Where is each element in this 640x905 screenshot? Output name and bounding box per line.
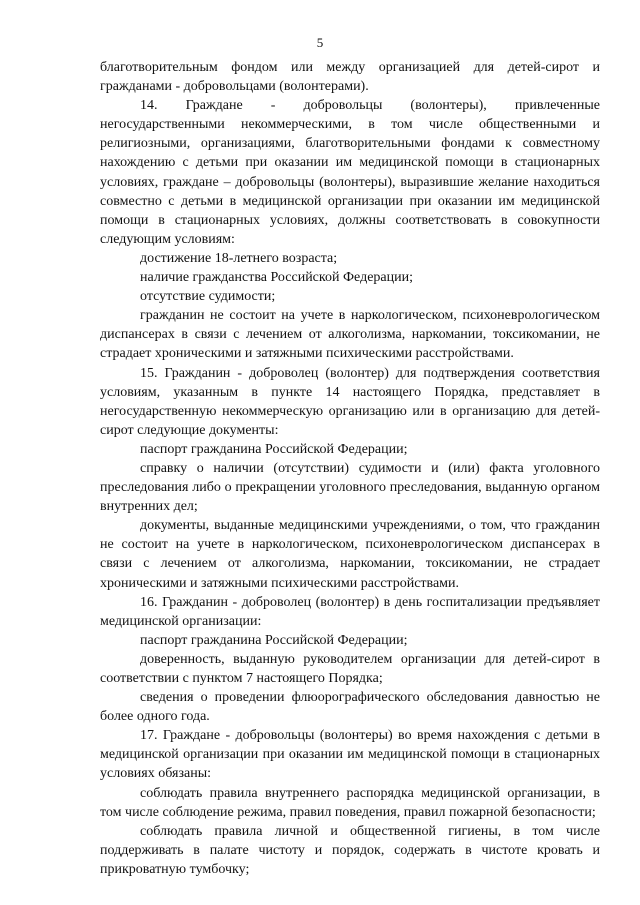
paragraph: сведения о проведении флюорографического обследования давностью не более одного года.	[100, 690, 600, 725]
paragraph: соблюдать правила личной и общественной гигиены, в том числе поддерживать в палате чистоту и порядок, содержать в чистоте кровать и прикроватную тумбочку;	[100, 823, 600, 877]
paragraph: справку о наличии (отсутствии) судимости и (или) факта уголовного преследования либо о прекращении уголовного преследования, выданную органом внутренних дел;	[100, 460, 600, 515]
paragraph: достижение 18-летнего возраста;	[140, 250, 338, 266]
paragraph: 17. Граждане - добровольцы (волонтеры) во время нахождения с детьми в медицинской организации при оказании им медицинской помощи в стационарных условиях обязаны:	[100, 728, 600, 782]
paragraph: доверенность, выданную руководителем организации для детей-сирот в соответствии с пунктом 7 настоящего Порядка;	[100, 651, 600, 686]
paragraph: соблюдать правила внутреннего распорядка медицинской организации, в том числе соблюдение режима, правил поведения, правил пожарной безопасности;	[100, 785, 600, 820]
paragraph: 15. Гражданин - доброволец (волонтер) для подтверждения соответствия условиям, указанным в пункте 14 настоящего Порядка, представляет в негосударственную некоммерческую организацию или в организацию для детей-сирот следующие документы:	[100, 365, 600, 438]
page-number: 5	[316, 35, 324, 50]
paragraph: отсутствие судимости;	[140, 289, 276, 305]
paragraph: документы, выданные медицинскими учреждениями, о том, что гражданин не состоит на учете в наркологическом, психоневрологическом диспансерах в связи с лечением от алкоголизма, наркомании, токсикомании, не страдает хроническими и затяжными психическими расстройствами.	[100, 518, 600, 591]
paragraph: наличие гражданства Российской Федерации;	[140, 270, 413, 286]
paragraph: 16. Гражданин - доброволец (волонтер) в день госпитализации предъявляет медицинской организации:	[100, 594, 600, 629]
paragraph: паспорт гражданина Российской Федерации;	[140, 441, 408, 457]
paragraph: благотворительным фондом или между организацией для детей-сирот и гражданами - добровольцами (волонтерами).	[100, 60, 600, 95]
paragraph: гражданин не состоит на учете в наркологическом, психоневрологическом диспансерах в связи с лечением от алкоголизма, наркомании, токсикомании, не страдает хроническими и затяжными психическими расстройствами.	[100, 308, 600, 362]
paragraph: 14. Граждане - добровольцы (волонтеры), привлеченные негосударственными некоммерческими, в том числе общественными и религиозными, организациями, благотворительными фондами к совместному нахождению с детьми при оказании им медицинской помощи в стационарных условиях, граждане – добровольцы (волонтеры), выразившие желание находиться совместно с детьми в медицинской организации при оказании им медицинской помощи в стационарных условиях, должны соответствовать в совокупности следующим условиям:	[100, 98, 600, 247]
document-body	[100, 58, 600, 879]
paragraph: паспорт гражданина Российской Федерации;	[140, 632, 408, 648]
